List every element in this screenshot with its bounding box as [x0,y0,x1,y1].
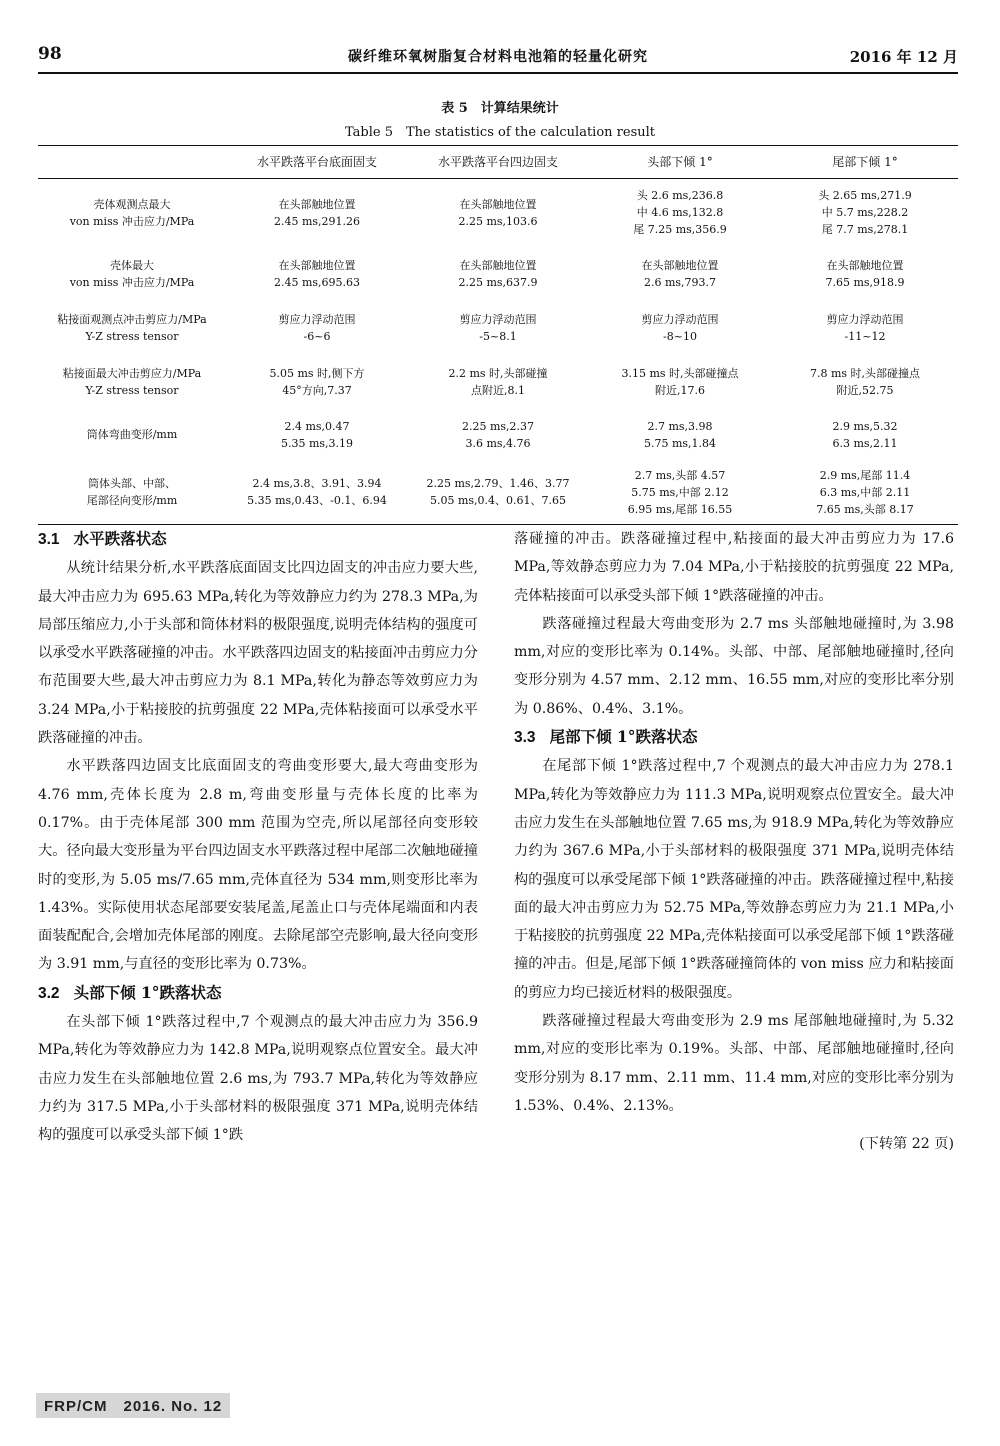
table-cell: 头 2.6 ms,236.8 中 4.6 ms,132.8 尾 7.25 ms,356.9 [633,189,727,237]
header-rule [38,72,958,74]
section-heading [514,723,954,752]
results-table [38,145,958,525]
journal-footer: FRP/CM 2016. No. 12 [36,1393,230,1418]
table-cell: 在头部触地位置 2.25 ms,103.6 [458,197,538,228]
paragraph: 水平跌落四边固支比底面固支的弯曲变形要大,最大弯曲变形为 4.76 mm,壳体长度为 2.8 m,弯曲变形量与壳体长度的比率为 0.17%。由于壳体尾部 300 mm 范围为空壳,所以尾部径向变形较大。径向最大变形量为平台四边固支水平跌落过程中尾部二次触地碰撞时的变形,为 5.05 ms/7.65 mm,壳体直径为 534 mm,则变形比率为 1.43%。实际使用状态尾部要安装尾盖,尾盖止口与壳体尾端面和内表面装配配合,会增加壳体尾部的刚度。去除尾部空壳影响,最大径向变形为 3.91 mm,与直径的变形比率为 0.73%。 [38,758,478,973]
running-title: 碳纤维环氧树脂复合材料电池箱的轻量化研究 [348,49,648,65]
section-title: 水平跌落状态 [73,529,167,548]
table-cell: 2.9 ms,5.32 6.3 ms,2.11 [832,419,898,450]
table-cell: 粘接面最大冲击剪应力/MPa Y-Z stress tensor [62,366,202,397]
table-cell: 7.8 ms 时,头部碰撞点 附近,52.75 [809,366,921,397]
table-row [38,301,958,355]
table-cell: 在头部触地位置 7.65 ms,918.9 [825,258,905,289]
table-cell: 2.25 ms,2.37 3.6 ms,4.76 [461,419,535,450]
table-cell: 2.4 ms,3.8、3.91、3.94 5.35 ms,0.43、-0.1、6.94 [226,461,408,525]
table-cell: 2.9 ms,尾部 11.4 6.3 ms,中部 2.11 7.65 ms,头部 8.17 [772,461,958,525]
issue-date: 2016 年 12 月 [849,48,958,66]
table-row [38,247,958,301]
section-number: 3.1 [38,531,60,548]
table-caption-cn: 表 5 计算结果统计 [441,101,559,116]
table-cell: 剪应力浮动范围 -6~6 [278,312,356,343]
table-cell: 在头部触地位置 2.45 ms,291.26 [273,197,361,228]
table-row [38,355,958,409]
paragraph: 在尾部下倾 1°跌落过程中,7 个观测点的最大冲击应力为 278.1 MPa,转化为等效静应力为 111.3 MPa,说明观察点位置安全。最大冲击应力发生在头部触地位置 7.65 ms,为 918.9 MPa,转化为等效静应力约为 367.6 MPa,小于头部材料的极限强度 371 MPa,说明壳体结构的强度可以承受尾部下倾 1°跌落碰撞的冲击。跌落碰撞过程中,粘接面的最大冲击剪应力为 52.75 MPa,等效静态剪应力为 21.1 MPa,小于粘接胶的抗剪强度 22 MPa,壳体粘接面可以承受尾部下倾 1°跌落碰撞的冲击。但是,尾部下倾 1°跌落碰撞筒体的 von miss 应力和粘接面的剪应力均已接近材料的极限强度。 [514,758,954,1001]
table-cell: 2.7 ms,3.98 5.75 ms,1.84 [643,419,717,450]
table-cell: 2.7 ms,头部 4.57 5.75 ms,中部 2.12 6.95 ms,尾部 16.55 [588,461,772,525]
right-column [514,525,954,1159]
table-header-cell: 头部下倾 1° [588,146,772,179]
table-header-cell: 尾部下倾 1° [772,146,958,179]
section-title: 尾部下倾 1°跌落状态 [549,727,698,747]
table-header-cell: 水平跌落平台四边固支 [408,146,588,179]
paragraph: 跌落碰撞过程最大弯曲变形为 2.7 ms 头部触地碰撞时,为 3.98 mm,对应的变形比率为 0.14%。头部、中部、尾部触地碰撞时,径向变形分别为 4.57 mm、2.12 mm、16.55 mm,对应的变形比率分别为 0.86%、0.4%、3.1%。 [514,615,954,717]
table-cell: 剪应力浮动范围 -8~10 [641,312,719,343]
table-header-cell: 水平跌落平台底面固支 [226,146,408,179]
table-cell: 2.2 ms 时,头部碰撞 点附近,8.1 [448,366,548,397]
table-cell: 2.4 ms,0.47 5.35 ms,3.19 [280,419,354,450]
section-title: 头部下倾 1°跌落状态 [73,982,222,1002]
paragraph-continued: 落碰撞的冲击。跌落碰撞过程中,粘接面的最大冲击剪应力为 17.6 MPa,等效静态剪应力为 7.04 MPa,小于粘接胶的抗剪强度 22 MPa,壳体粘接面可以承受头部下倾 1°跌落碰撞的冲击。 [514,531,954,604]
section-heading [38,979,478,1008]
table-header-cell [38,146,226,179]
table-caption-en: Table 5 The statistics of the calculation result [344,125,655,140]
table-cell: 5.05 ms 时,侧下方 45°方向,7.37 [269,366,365,397]
table-cell: 粘接面观测点冲击剪应力/MPa Y-Z stress tensor [57,312,207,343]
table-cell: 壳体观测点最大 von miss 冲击应力/MPa [69,197,195,228]
table-cell: 头 2.65 ms,271.9 中 5.7 ms,228.2 尾 7.7 ms,278.1 [818,189,912,237]
table-cell: 在头部触地位置 2.45 ms,695.63 [273,258,361,289]
table-cell: 筒体弯曲变形/mm [86,428,178,441]
table-cell: 在头部触地位置 2.25 ms,637.9 [458,258,538,289]
table-row [38,409,958,461]
table-cell: 壳体最大 von miss 冲击应力/MPa [69,258,195,289]
table-cell: 剪应力浮动范围 -5~8.1 [459,312,537,343]
table-row [38,179,958,247]
table-header-row [38,146,958,179]
table-cell: 筒体头部、中部、 尾部径向变形/mm [38,461,226,525]
table-cell: 剪应力浮动范围 -11~12 [826,312,904,343]
page-number: 98 [38,44,62,64]
section-number: 3.3 [514,729,536,747]
paragraph: 从统计结果分析,水平跌落底面固支比四边固支的冲击应力要大些,最大冲击应力为 695.63 MPa,转化为等效静应力约为 278.3 MPa,为局部压缩应力,小于头部和筒体材料的极限强度,说明壳体结构的强度可以承受水平跌落碰撞的冲击。水平跌落四边固支的粘接面冲击剪应力分布范围要大些,最大冲击剪应力为 8.1 MPa,转化为静态等效剪应力为 3.24 MPa,小于粘接胶的抗剪强度 22 MPa,壳体粘接面可以承受水平跌落碰撞的冲击。 [38,560,478,747]
table-cell: 在头部触地位置 2.6 ms,793.7 [641,258,719,289]
section-number: 3.2 [38,984,60,1002]
paragraph: 跌落碰撞过程最大弯曲变形为 2.9 ms 尾部触地碰撞时,为 5.32 mm,对应的变形比率为 0.19%。头部、中部、尾部触地碰撞时,径向变形分别为 8.17 mm、2.11 mm、11.4 mm,对应的变形比率分别为 1.53%、0.4%、2.13%。 [514,1013,954,1114]
table-row [38,461,958,525]
table-cell: 2.25 ms,2.79、1.46、3.77 5.05 ms,0.4、0.61、7.65 [408,461,588,525]
paragraph: 在头部下倾 1°跌落过程中,7 个观测点的最大冲击应力为 356.9 MPa,转化为等效静应力为 142.8 MPa,说明观察点位置安全。最大冲击应力发生在头部触地位置 2.6 ms,为 793.7 MPa,转化为等效静应力约为 317.5 MPa,小于头部材料的极限强度 371 MPa,说明壳体结构的强度可以承受头部下倾 1°跌 [38,1014,478,1144]
section-heading [38,525,478,554]
table-cell: 3.15 ms 时,头部碰撞点 附近,17.6 [621,366,739,397]
page-header [38,44,958,70]
left-column [38,525,478,1150]
continued-note: (下转第 22 页) [859,1136,954,1153]
